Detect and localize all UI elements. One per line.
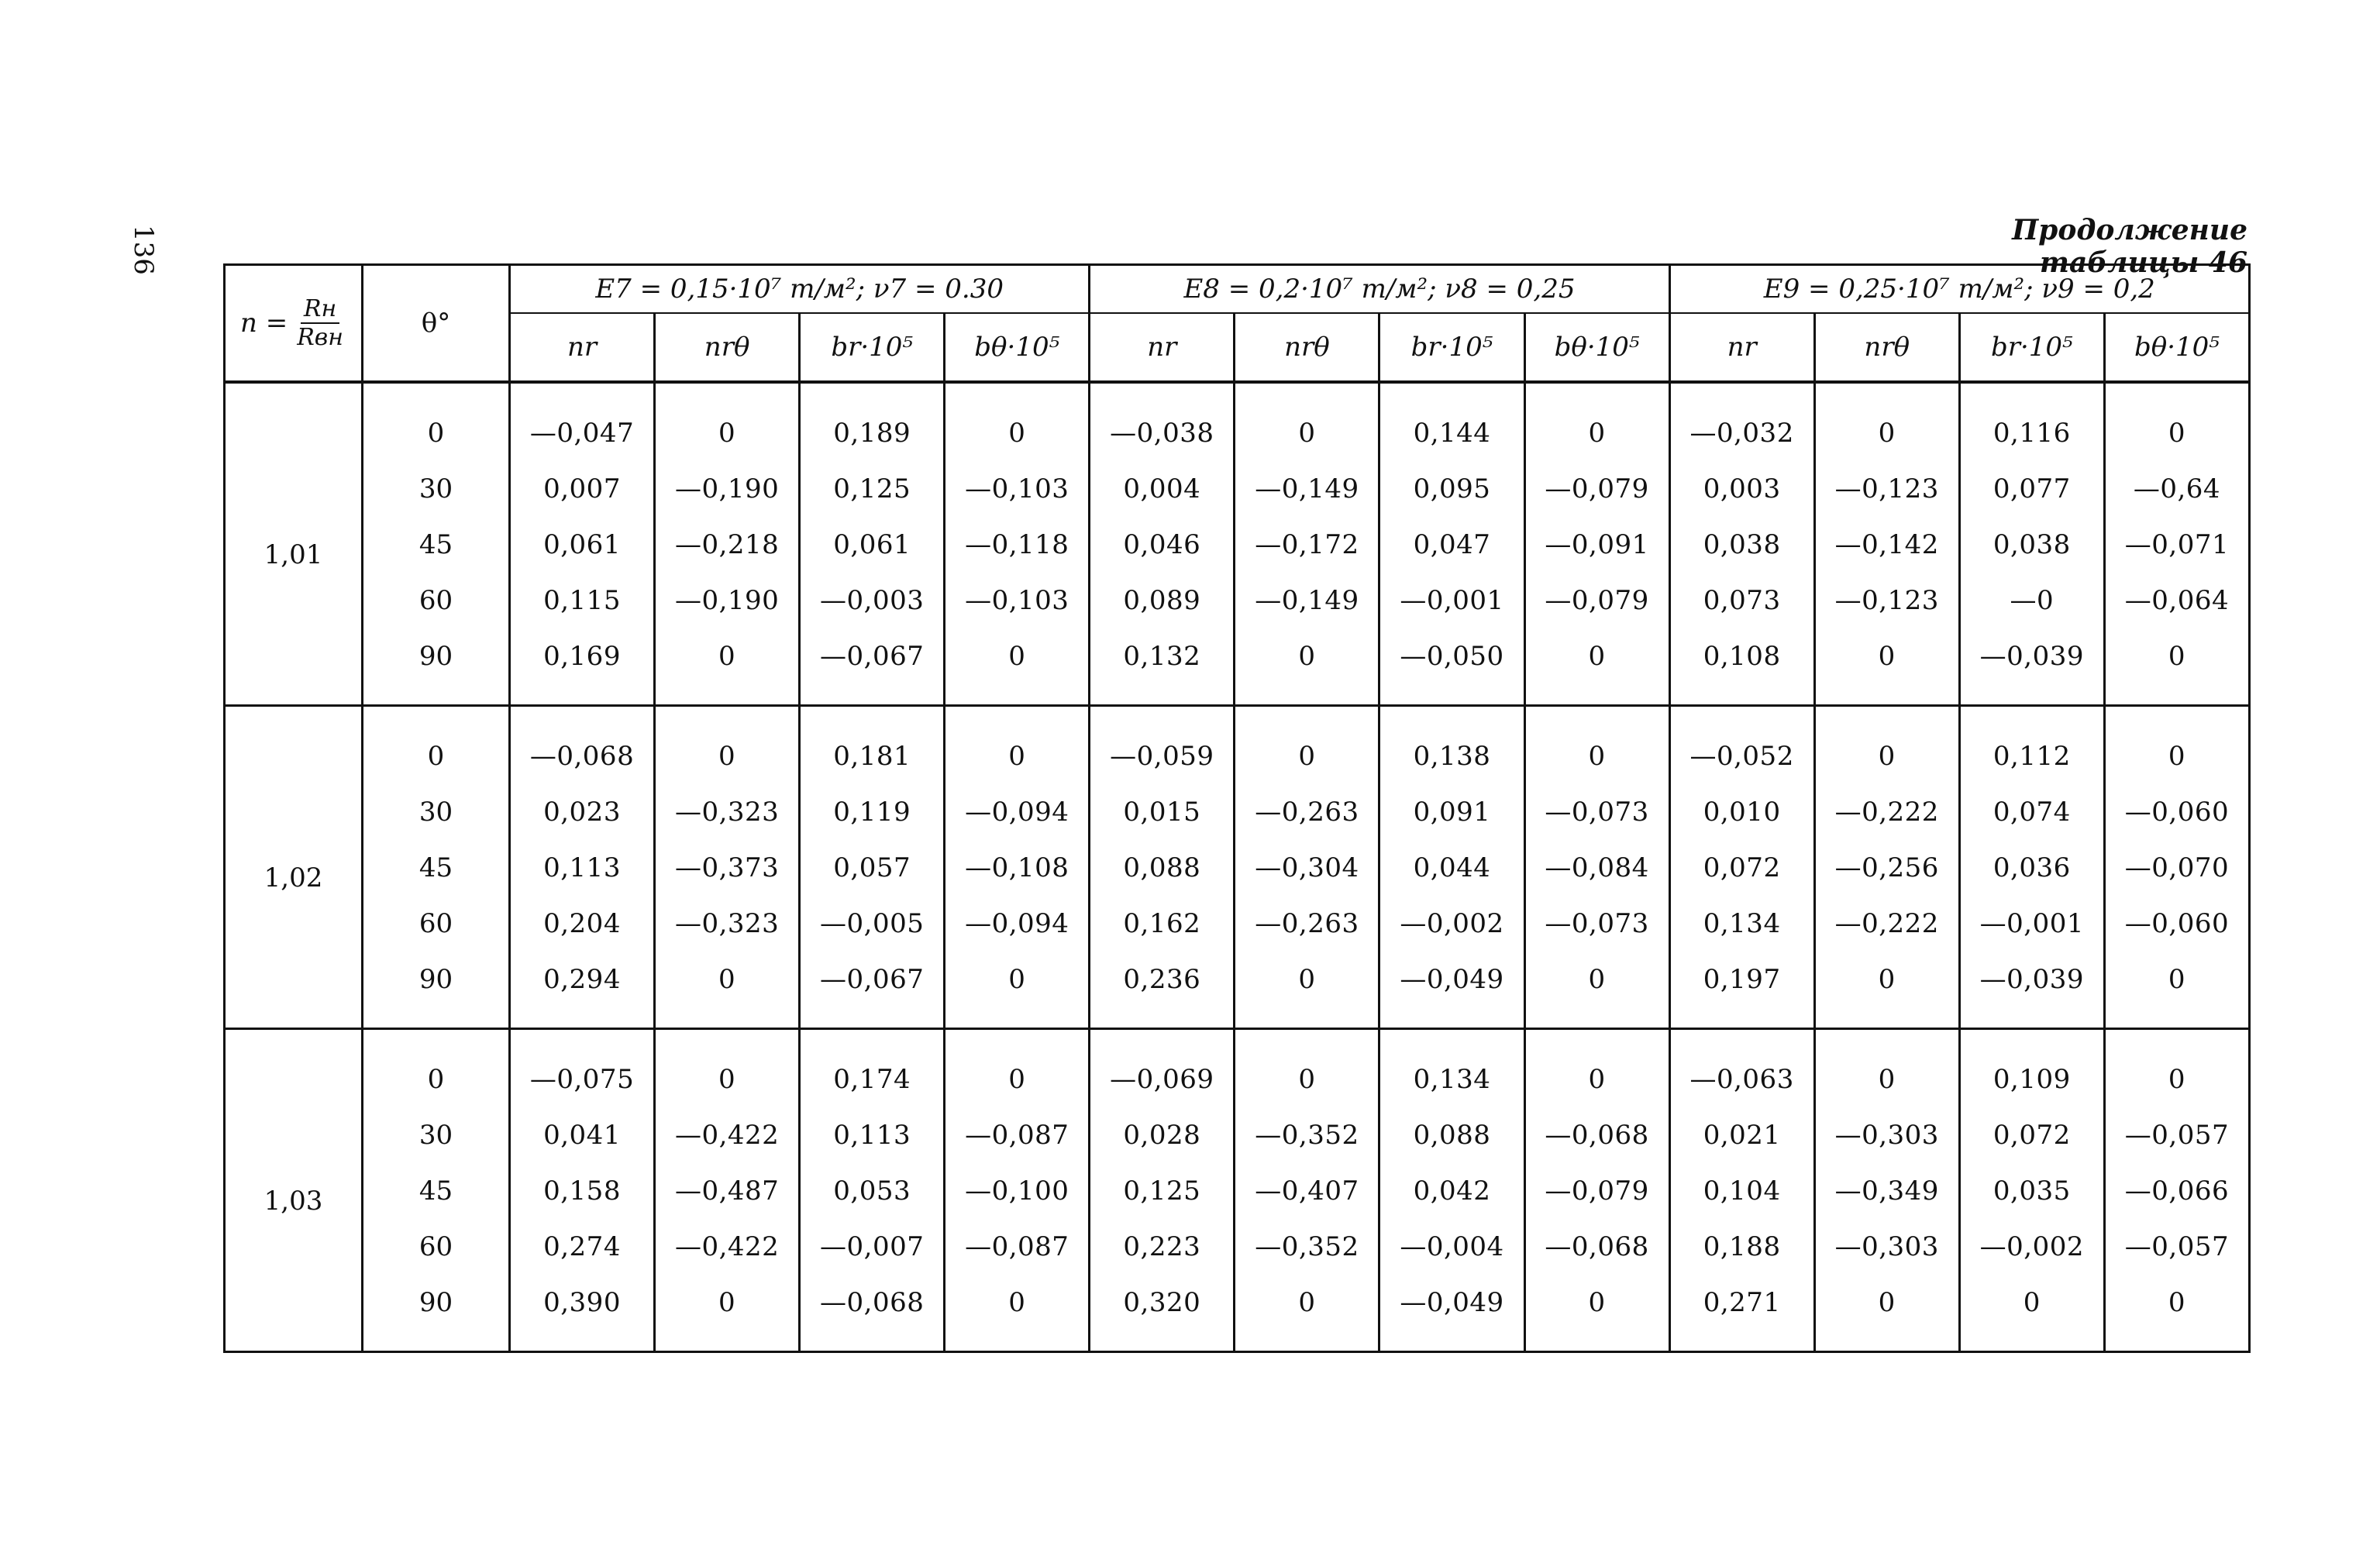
value-cell: —0,002 [1959,1219,2104,1275]
table-row [225,382,2250,461]
value-cell: —0,084 [1524,840,1669,896]
value-cell: 0,046 [1090,517,1235,573]
value-cell: 0,007 [510,461,655,517]
value-cell: 0,010 [1669,784,1814,840]
data-table-container [223,263,2251,1356]
value-cell: 0,023 [510,784,655,840]
value-cell: 0,088 [1090,840,1235,896]
value-cell: 0 [945,706,1090,785]
table-body [225,382,2250,1352]
theta-cell: 60 [363,573,510,628]
value-cell: —0 [1959,573,2104,628]
value-cell: 0 [2104,952,2249,1029]
n-ratio-cell: 1,02 [225,706,363,1029]
value-cell: 0 [1814,952,1959,1029]
value-cell: —0,64 [2104,461,2249,517]
header-group-e9: E9 = 0,25·10⁷ т/м²; ν9 = 0,2 [1669,265,2249,314]
value-cell: 0,274 [510,1219,655,1275]
theta-cell: 0 [363,382,510,461]
value-cell: 0 [1814,1029,1959,1108]
value-cell: 0,035 [1959,1163,2104,1219]
value-cell: 0 [945,382,1090,461]
value-cell: —0,087 [945,1107,1090,1163]
value-cell: 0 [1524,952,1669,1029]
value-cell: —0,001 [1959,896,2104,952]
value-cell: 0,108 [1669,628,1814,706]
value-cell: 0 [655,628,800,706]
theta-cell: 60 [363,1219,510,1275]
table-row [225,840,2250,896]
value-cell: 0,053 [800,1163,945,1219]
data-table [223,263,2251,1353]
value-cell: —0,222 [1814,896,1959,952]
value-cell: —0,323 [655,896,800,952]
value-cell: —0,303 [1814,1107,1959,1163]
value-cell: —0,487 [655,1163,800,1219]
value-cell: 0 [1235,1029,1379,1108]
value-cell: 0,169 [510,628,655,706]
table-row [225,1219,2250,1275]
value-cell: 0 [945,628,1090,706]
value-cell: —0,068 [1524,1107,1669,1163]
value-cell: 0,125 [1090,1163,1235,1219]
header-group-e7: E7 = 0,15·10⁷ т/м²; ν7 = 0.30 [510,265,1090,314]
table-row [225,1275,2250,1352]
value-cell: —0,073 [1524,896,1669,952]
value-cell: —0,068 [510,706,655,785]
value-cell: 0,109 [1959,1029,2104,1108]
theta-cell: 0 [363,1029,510,1108]
value-cell: —0,172 [1235,517,1379,573]
value-cell: 0,088 [1379,1107,1524,1163]
value-cell: 0 [2104,382,2249,461]
theta-cell: 90 [363,628,510,706]
value-cell: 0 [2104,1275,2249,1352]
page-number: 136 [128,225,159,275]
value-cell: —0,075 [510,1029,655,1108]
value-cell: 0,116 [1959,382,2104,461]
value-cell: —0,079 [1524,1163,1669,1219]
value-cell: 0,271 [1669,1275,1814,1352]
value-cell: —0,067 [800,628,945,706]
value-cell: —0,256 [1814,840,1959,896]
value-cell: —0,323 [655,784,800,840]
value-cell: —0,087 [945,1219,1090,1275]
value-cell: —0,094 [945,784,1090,840]
value-cell: 0,119 [800,784,945,840]
value-cell: 0,074 [1959,784,2104,840]
subheader-g7-col2: br·10⁵ [800,313,945,382]
value-cell: —0,100 [945,1163,1090,1219]
value-cell: 0,125 [800,461,945,517]
value-cell: —0,057 [2104,1219,2249,1275]
value-cell: —0,049 [1379,1275,1524,1352]
value-cell: 0 [1235,628,1379,706]
value-cell: —0,001 [1379,573,1524,628]
theta-cell: 30 [363,1107,510,1163]
theta-cell: 90 [363,1275,510,1352]
value-cell: 0 [2104,706,2249,785]
value-cell: 0,041 [510,1107,655,1163]
value-cell: —0,123 [1814,573,1959,628]
table-row [225,573,2250,628]
value-cell: 0,044 [1379,840,1524,896]
value-cell: —0,142 [1814,517,1959,573]
value-cell: —0,149 [1235,461,1379,517]
value-cell: —0,032 [1669,382,1814,461]
value-cell: —0,103 [945,573,1090,628]
value-cell: —0,057 [2104,1107,2249,1163]
value-cell: 0,112 [1959,706,2104,785]
subheader-g7-col1: nrθ [655,313,800,382]
theta-cell: 30 [363,461,510,517]
value-cell: 0 [1524,706,1669,785]
value-cell: 0,073 [1669,573,1814,628]
value-cell: 0,113 [800,1107,945,1163]
header-theta-column: θ° [363,265,510,383]
value-cell: —0,039 [1959,952,2104,1029]
value-cell: 0,162 [1090,896,1235,952]
value-cell: 0 [1235,382,1379,461]
value-cell: 0 [1814,706,1959,785]
value-cell: 0,061 [800,517,945,573]
subheader-g8-col1: nrθ [1235,313,1379,382]
theta-cell: 60 [363,896,510,952]
value-cell: 0,223 [1090,1219,1235,1275]
value-cell: 0 [1524,382,1669,461]
value-cell: 0,138 [1379,706,1524,785]
value-cell: 0 [655,382,800,461]
value-cell: 0,095 [1379,461,1524,517]
value-cell: 0 [655,952,800,1029]
value-cell: 0 [1235,1275,1379,1352]
value-cell: 0,204 [510,896,655,952]
value-cell: —0,060 [2104,896,2249,952]
theta-cell: 45 [363,840,510,896]
table-row [225,628,2250,706]
value-cell: —0,091 [1524,517,1669,573]
value-cell: —0,039 [1959,628,2104,706]
value-cell: 0 [2104,628,2249,706]
value-cell: 0,158 [510,1163,655,1219]
value-cell: 0,181 [800,706,945,785]
theta-cell: 45 [363,517,510,573]
value-cell: —0,064 [2104,573,2249,628]
theta-cell: 30 [363,784,510,840]
table-row [225,1029,2250,1108]
value-cell: —0,422 [655,1219,800,1275]
value-cell: —0,094 [945,896,1090,952]
value-cell: —0,068 [1524,1219,1669,1275]
table-row [225,1107,2250,1163]
value-cell: 0 [655,1029,800,1108]
value-cell: —0,407 [1235,1163,1379,1219]
value-cell: 0 [1814,1275,1959,1352]
value-cell: —0,123 [1814,461,1959,517]
value-cell: 0,134 [1669,896,1814,952]
value-cell: —0,002 [1379,896,1524,952]
value-cell: —0,422 [655,1107,800,1163]
value-cell: 0 [1235,706,1379,785]
value-cell: —0,007 [800,1219,945,1275]
value-cell: —0,005 [800,896,945,952]
subheader-g9-col2: br·10⁵ [1959,313,2104,382]
value-cell: —0,079 [1524,461,1669,517]
value-cell: 0,028 [1090,1107,1235,1163]
value-cell: 0,132 [1090,628,1235,706]
subheader-g7-col0: nr [510,313,655,382]
value-cell: 0,115 [510,573,655,628]
value-cell: 0,144 [1379,382,1524,461]
value-cell: —0,079 [1524,573,1669,628]
value-cell: —0,004 [1379,1219,1524,1275]
value-cell: —0,118 [945,517,1090,573]
value-cell: 0,077 [1959,461,2104,517]
value-cell: 0,015 [1090,784,1235,840]
value-cell: 0,089 [1090,573,1235,628]
value-cell: —0,070 [2104,840,2249,896]
value-cell: —0,059 [1090,706,1235,785]
theta-cell: 0 [363,706,510,785]
header-group-e8: E8 = 0,2·10⁷ т/м²; ν8 = 0,25 [1090,265,1669,314]
value-cell: —0,049 [1379,952,1524,1029]
table-caption: Продолжение таблицы 46 [2012,214,2247,279]
value-cell: 0 [655,706,800,785]
header-n-numerator: Rн [301,295,339,324]
value-cell: —0,218 [655,517,800,573]
value-cell: —0,071 [2104,517,2249,573]
value-cell: —0,303 [1814,1219,1959,1275]
header-n-lhs: n = [239,308,288,339]
value-cell: 0 [945,952,1090,1029]
value-cell: 0,104 [1669,1163,1814,1219]
value-cell: —0,352 [1235,1219,1379,1275]
subheader-g9-col3: bθ·10⁵ [2104,313,2249,382]
value-cell: —0,103 [945,461,1090,517]
theta-cell: 90 [363,952,510,1029]
subheader-g8-col2: br·10⁵ [1379,313,1524,382]
header-n-denominator: Rвн [297,324,343,351]
value-cell: —0,222 [1814,784,1959,840]
value-cell: —0,190 [655,573,800,628]
value-cell: 0,072 [1959,1107,2104,1163]
subheader-row [225,313,2250,382]
subheader-g8-col3: bθ·10⁵ [1524,313,1669,382]
value-cell: —0,050 [1379,628,1524,706]
n-ratio-cell: 1,03 [225,1029,363,1352]
value-cell: —0,373 [655,840,800,896]
value-cell: 0 [1814,382,1959,461]
value-cell: —0,067 [800,952,945,1029]
table-row [225,517,2250,573]
theta-cell: 45 [363,1163,510,1219]
value-cell: —0,352 [1235,1107,1379,1163]
value-cell: 0,189 [800,382,945,461]
value-cell: —0,060 [2104,784,2249,840]
value-cell: 0,038 [1669,517,1814,573]
value-cell: —0,190 [655,461,800,517]
value-cell: 0 [1524,628,1669,706]
value-cell: 0,134 [1379,1029,1524,1108]
value-cell: 0,004 [1090,461,1235,517]
table-row [225,784,2250,840]
value-cell: —0,108 [945,840,1090,896]
value-cell: —0,063 [1669,1029,1814,1108]
table-row [225,706,2250,785]
value-cell: —0,052 [1669,706,1814,785]
value-cell: 0,021 [1669,1107,1814,1163]
value-cell: 0,042 [1379,1163,1524,1219]
table-row [225,952,2250,1029]
value-cell: 0,113 [510,840,655,896]
subheader-g9-col0: nr [1669,313,1814,382]
value-cell: 0 [945,1275,1090,1352]
value-cell: 0 [1235,952,1379,1029]
table-row [225,461,2250,517]
n-ratio-cell: 1,01 [225,382,363,706]
value-cell: —0,066 [2104,1163,2249,1219]
value-cell: —0,263 [1235,896,1379,952]
subheader-g9-col1: nrθ [1814,313,1959,382]
value-cell: 0,091 [1379,784,1524,840]
value-cell: —0,349 [1814,1163,1959,1219]
value-cell: 0 [1524,1029,1669,1108]
value-cell: —0,304 [1235,840,1379,896]
value-cell: —0,263 [1235,784,1379,840]
value-cell: 0,320 [1090,1275,1235,1352]
value-cell: 0,174 [800,1029,945,1108]
subheader-g7-col3: bθ·10⁵ [945,313,1090,382]
value-cell: —0,047 [510,382,655,461]
header-n-column [225,265,363,383]
value-cell: 0,057 [800,840,945,896]
value-cell: —0,068 [800,1275,945,1352]
value-cell: 0 [1524,1275,1669,1352]
table-row [225,1163,2250,1219]
table-row [225,896,2250,952]
subheader-g8-col0: nr [1090,313,1235,382]
value-cell: 0 [2104,1029,2249,1108]
value-cell: —0,149 [1235,573,1379,628]
value-cell: —0,073 [1524,784,1669,840]
value-cell: —0,038 [1090,382,1235,461]
value-cell: 0,072 [1669,840,1814,896]
value-cell: 0,294 [510,952,655,1029]
value-cell: 0,188 [1669,1219,1814,1275]
value-cell: 0 [945,1029,1090,1108]
value-cell: —0,069 [1090,1029,1235,1108]
value-cell: 0,236 [1090,952,1235,1029]
value-cell: 0,003 [1669,461,1814,517]
value-cell: 0,036 [1959,840,2104,896]
value-cell: 0,390 [510,1275,655,1352]
value-cell: 0,061 [510,517,655,573]
value-cell: —0,003 [800,573,945,628]
value-cell: 0,047 [1379,517,1524,573]
value-cell: 0,038 [1959,517,2104,573]
value-cell: 0 [1959,1275,2104,1352]
value-cell: 0 [655,1275,800,1352]
value-cell: 0 [1814,628,1959,706]
value-cell: 0,197 [1669,952,1814,1029]
